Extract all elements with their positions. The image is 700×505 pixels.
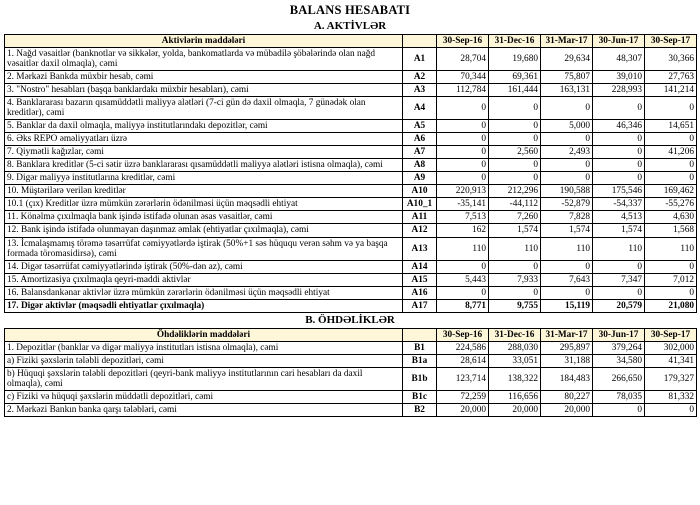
row-value-5: 81,332 [645,390,697,403]
row-value-3: 7,828 [541,211,593,224]
row-description: c) Fiziki və hüquqi şəxslərin müddətli depozitləri, cəmi [5,390,403,403]
row-description: b) Hüquqi şəxslərin tələbli depozitləri (qeyri-bank maliyyə institutlarının cari hesabları da daxil olmaqla), cəmi [5,367,403,390]
row-description: 1. Depozitlər (banklar və digər maliyyə institutları istisna olmaqla), cəmi [5,341,403,354]
row-description: 16. Balansdankənar aktivlər üzrə mümkün zərərlərin ödənilməsi üçün məqsədli ehtiyat [5,286,403,299]
liabilities-header-date-4: 30-Jun-17 [593,328,645,341]
row-value-2: 212,296 [489,185,541,198]
row-code: A9 [403,172,437,185]
table-row [5,367,697,390]
row-value-5: 302,000 [645,341,697,354]
table-row [5,237,697,260]
liabilities-header-date-5: 30-Sep-17 [645,328,697,341]
row-value-3: 190,588 [541,185,593,198]
row-value-1: 72,259 [437,390,489,403]
row-value-2: -44,112 [489,198,541,211]
row-value-5: -55,276 [645,198,697,211]
row-code: B1c [403,390,437,403]
row-value-3: 31,188 [541,354,593,367]
table-row [5,286,697,299]
liabilities-table-body [5,341,697,416]
row-description: 7. Qiymətli kağızlar, cəmi [5,146,403,159]
table-row-total [5,299,697,312]
row-value-4: 48,307 [593,48,645,71]
row-value-1: -35,141 [437,198,489,211]
liabilities-header-code [403,328,437,341]
row-value-1: 162 [437,224,489,237]
row-value-5: 7,012 [645,273,697,286]
row-value-5: 179,327 [645,367,697,390]
row-value-1: 7,513 [437,211,489,224]
assets-table-body [5,48,697,313]
row-value-3: 80,227 [541,390,593,403]
row-description: 13. İcmalaşmamış törəmə təsərrüfat cəmiyyətlərdə iştirak (50%+1 səs hüququ verən səhm və ya başqa formada töromasidirsə), cəmi [5,237,403,260]
row-description: 14. Digər təsərrüfat cəmiyyətlərində iştirak (50%-dən az), cəmi [5,260,403,273]
row-description: 12. Bank işində istifadə olunmayan daşınmaz əmlak (ehtiyatlar çıxılmaqla), cəmi [5,224,403,237]
row-value-5: 0 [645,286,697,299]
row-value-4: 0 [593,403,645,416]
section-heading-liabilities: B. ÖHDƏLİKLƏR [305,313,395,326]
row-value-3: 15,119 [541,299,593,312]
table-row [5,211,697,224]
row-code: A14 [403,260,437,273]
table-row [5,185,697,198]
row-value-4: 1,574 [593,224,645,237]
row-description: 6. Əks REPO əməliyyatları üzrə [5,133,403,146]
table-row [5,84,697,97]
row-value-3: 184,483 [541,367,593,390]
row-code: A16 [403,286,437,299]
table-row [5,133,697,146]
row-value-2: 288,030 [489,341,541,354]
row-value-4: 0 [593,172,645,185]
row-code: A6 [403,133,437,146]
row-value-2: 2,560 [489,146,541,159]
row-value-4: 78,035 [593,390,645,403]
table-row [5,172,697,185]
row-value-4: 228,993 [593,84,645,97]
row-value-3: 0 [541,159,593,172]
table-row [5,273,697,286]
row-description: 8. Banklara kreditlər (5-ci sətir üzrə banklararası qısamüddətli maliyyə alətləri istisna olmaqla), cəmi [5,159,403,172]
row-code: A5 [403,120,437,133]
row-value-1: 8,771 [437,299,489,312]
row-value-2: 0 [489,133,541,146]
row-code: B1b [403,367,437,390]
assets-header-code [403,35,437,48]
table-row [5,198,697,211]
row-value-4: 46,346 [593,120,645,133]
row-value-5: 14,651 [645,120,697,133]
row-description: 5. Banklar da daxil olmaqla, maliyyə institutlarındakı depozitlər, cəmi [5,120,403,133]
liabilities-header-description: Öhdəliklərin maddələri [5,328,403,341]
liabilities-header-date-3: 31-Mar-17 [541,328,593,341]
row-value-2: 69,361 [489,71,541,84]
row-value-5: 27,763 [645,71,697,84]
row-value-1: 0 [437,172,489,185]
row-value-2: 0 [489,159,541,172]
row-description: 2. Mərkəzi Bankın banka qarşı tələbləri, cəmi [5,403,403,416]
table-row [5,260,697,273]
table-row [5,146,697,159]
row-value-2: 0 [489,120,541,133]
assets-table-header-row [5,35,697,48]
row-value-2: 0 [489,97,541,120]
table-row [5,71,697,84]
row-value-4: 175,546 [593,185,645,198]
row-value-2: 9,755 [489,299,541,312]
row-value-5: 1,568 [645,224,697,237]
liabilities-table-header-row [5,328,697,341]
row-value-3: -52,879 [541,198,593,211]
liabilities-header-date-2: 31-Dec-16 [489,328,541,341]
row-value-4: 0 [593,146,645,159]
row-value-4: 266,650 [593,367,645,390]
row-value-5: 4,630 [645,211,697,224]
row-value-4: 110 [593,237,645,260]
row-value-2: 110 [489,237,541,260]
row-value-4: 4,513 [593,211,645,224]
section-heading-assets: A. AKTİVLƏR [313,20,387,32]
row-value-2: 161,444 [489,84,541,97]
assets-header-date-4: 30-Jun-17 [593,35,645,48]
row-description: a) Fiziki şəxslərin tələbli depozitləri, cəmi [5,354,403,367]
row-value-2: 0 [489,260,541,273]
row-value-4: 0 [593,286,645,299]
row-code: A10 [403,185,437,198]
row-value-3: 29,634 [541,48,593,71]
row-value-1: 0 [437,146,489,159]
row-description: 1. Nağd vəsaitlər (banknotlar və sikkələr, yolda, bankomatlarda və mübadilə şöbələrində olan nağd vəsaitlər daxil olmaqla), cəmi [5,48,403,71]
table-row [5,354,697,367]
row-value-2: 33,051 [489,354,541,367]
row-description: 9. Digər maliyyə institutlarına kreditlər, cəmi [5,172,403,185]
table-row [5,120,697,133]
row-description: 17. Digər aktivlər (məqsədli ehtiyatlar çıxılmaqla) [5,299,403,312]
row-value-1: 0 [437,260,489,273]
liabilities-header-date-1: 30-Sep-16 [437,328,489,341]
row-description: 3. "Nostro" hesabları (başqa banklardakı müxbir hesabları), cəmi [5,84,403,97]
row-value-5: 0 [645,133,697,146]
row-value-3: 75,807 [541,71,593,84]
table-row [5,390,697,403]
row-code: A2 [403,71,437,84]
assets-header-date-5: 30-Sep-17 [645,35,697,48]
row-description: 15. Amortizasiya çıxılmaqla qeyri-maddi aktivlər [5,273,403,286]
table-row [5,159,697,172]
assets-header-date-3: 31-Mar-17 [541,35,593,48]
liabilities-table [4,328,697,417]
row-value-4: 7,347 [593,273,645,286]
table-row [5,224,697,237]
row-value-3: 2,493 [541,146,593,159]
row-value-1: 0 [437,97,489,120]
row-value-2: 19,680 [489,48,541,71]
row-value-2: 0 [489,172,541,185]
row-value-2: 7,933 [489,273,541,286]
row-value-3: 0 [541,133,593,146]
row-code: A4 [403,97,437,120]
table-row [5,48,697,71]
row-value-5: 30,366 [645,48,697,71]
row-value-1: 28,704 [437,48,489,71]
row-code: A11 [403,211,437,224]
row-value-3: 0 [541,260,593,273]
table-row [5,97,697,120]
row-value-1: 123,714 [437,367,489,390]
page-title: BALANS HESABATI [289,3,411,17]
row-code: A8 [403,159,437,172]
row-code: A1 [403,48,437,71]
row-value-5: 169,462 [645,185,697,198]
row-value-3: 20,000 [541,403,593,416]
row-value-1: 28,614 [437,354,489,367]
row-value-1: 224,586 [437,341,489,354]
assets-table [4,34,697,313]
row-value-5: 141,214 [645,84,697,97]
row-value-5: 21,080 [645,299,697,312]
row-value-3: 0 [541,172,593,185]
row-value-3: 7,643 [541,273,593,286]
row-value-4: 34,580 [593,354,645,367]
row-value-1: 0 [437,133,489,146]
row-code: A3 [403,84,437,97]
row-value-3: 0 [541,286,593,299]
row-value-5: 0 [645,403,697,416]
row-value-1: 110 [437,237,489,260]
row-code: A17 [403,299,437,312]
row-code: A12 [403,224,437,237]
assets-header-description: Aktivlərin maddələri [5,35,403,48]
row-description: 11. Könəlmə çıxılmaqla bank işində istifadə olunan əsas vəsaitlər, cəmi [5,211,403,224]
row-code: A13 [403,237,437,260]
row-value-4: 379,264 [593,341,645,354]
row-value-2: 1,574 [489,224,541,237]
table-row [5,403,697,416]
row-code: A10_1 [403,198,437,211]
row-value-5: 41,341 [645,354,697,367]
row-code: B1 [403,341,437,354]
row-value-3: 0 [541,97,593,120]
assets-header-date-1: 30-Sep-16 [437,35,489,48]
row-value-4: -54,337 [593,198,645,211]
row-value-5: 0 [645,159,697,172]
row-value-1: 112,784 [437,84,489,97]
row-value-1: 0 [437,286,489,299]
row-value-5: 41,206 [645,146,697,159]
row-value-4: 0 [593,159,645,172]
row-value-5: 110 [645,237,697,260]
row-value-4: 0 [593,260,645,273]
row-value-4: 0 [593,97,645,120]
row-value-3: 1,574 [541,224,593,237]
row-value-1: 20,000 [437,403,489,416]
table-row [5,341,697,354]
row-value-3: 163,131 [541,84,593,97]
row-value-1: 0 [437,120,489,133]
row-value-3: 5,000 [541,120,593,133]
row-description: 4. Banklararası bazarın qısamüddətli maliyyə alətləri (7-ci gün də daxil olmaqla, 7 günədək olan kreditlər), cəmi [5,97,403,120]
row-value-1: 70,344 [437,71,489,84]
row-value-3: 295,897 [541,341,593,354]
row-value-2: 0 [489,286,541,299]
row-description: 2. Mərkəzi Bankda müxbir hesab, cəmi [5,71,403,84]
row-value-2: 116,656 [489,390,541,403]
row-code: B2 [403,403,437,416]
row-value-4: 39,010 [593,71,645,84]
row-value-5: 0 [645,97,697,120]
row-value-4: 0 [593,133,645,146]
row-value-4: 20,579 [593,299,645,312]
row-value-1: 0 [437,159,489,172]
row-description: 10.1 (çıx) Kreditlər üzrə mümkün zərərlərin ödənilməsi üçün məqsədli ehtiyat [5,198,403,211]
row-code: A7 [403,146,437,159]
assets-header-date-2: 31-Dec-16 [489,35,541,48]
row-description: 10. Müştərilərə verilən kreditlər [5,185,403,198]
row-value-1: 220,913 [437,185,489,198]
row-code: B1a [403,354,437,367]
row-code: A15 [403,273,437,286]
row-value-5: 0 [645,172,697,185]
row-value-2: 138,322 [489,367,541,390]
row-value-5: 0 [645,260,697,273]
row-value-3: 110 [541,237,593,260]
row-value-2: 20,000 [489,403,541,416]
row-value-2: 7,260 [489,211,541,224]
row-value-1: 5,443 [437,273,489,286]
